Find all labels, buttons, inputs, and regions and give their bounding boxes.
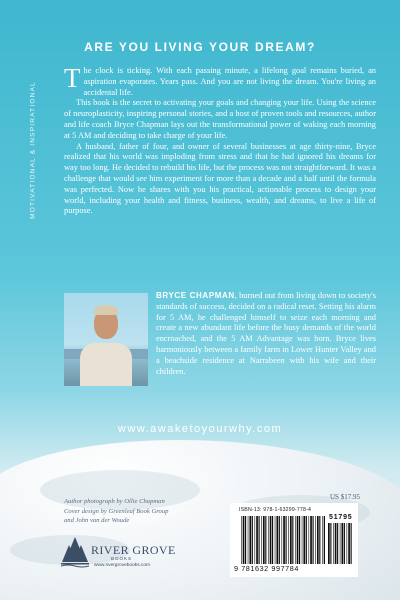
- spine-category-label: MOTIVATIONAL & INSPIRATIONAL: [29, 81, 37, 219]
- credit-line: Cover design by Greenleaf Book Group: [64, 507, 169, 515]
- headline: ARE YOU LIVING YOUR DREAM?: [84, 40, 316, 54]
- author-name: BRYCE CHAPMAN: [156, 291, 235, 300]
- author-bio-section: [64, 291, 376, 386]
- isbn-barcode: [230, 503, 358, 577]
- cover-credits: [64, 497, 204, 526]
- description-text: [64, 63, 376, 217]
- barcode-main-bars: [241, 516, 325, 564]
- publisher-subtitle: BOOKS: [111, 556, 133, 561]
- intro-paragraph: The clock is ticking. With each passing minute, a lifelong goal remains buried, an aspiration evaporates. Years pass. And you are not living the dream. You're living an accidental life.: [64, 63, 376, 97]
- description-paragraph-3: A husband, father of four, and owner of several businesses at age thirty-nine, Bryce realized that his world was imploding from stress and that he had ignored his dreams for way too long. He decided to rebuild his life, but the process was not straightforward. It was a challenge that would see him experiment for more than a decade and a half until the formula was perfected. Now he shares with you his practical, actionable process to design your world, including your health and fitness, business, wealth, and dreams, to live a life of purpose.: [64, 141, 376, 216]
- publisher-url: www.rivergrovebooks.com: [94, 563, 150, 568]
- barcode-digits: 9 781632 997784: [234, 564, 299, 573]
- isbn-label: ISBN-13: 978-1-63299-778-4: [239, 507, 312, 513]
- barcode-addon-digits: 51795: [329, 514, 353, 521]
- author-photo: [64, 293, 148, 386]
- price-label: US $17.95: [330, 493, 360, 501]
- tree-icon: [61, 535, 89, 569]
- author-bio: BRYCE CHAPMAN, burned out from living down to society's standards of success, decided on a radical reset. Setting his alarm for 5 AM, he challenged himself to seize each morning and create a new abundant life before the busy demands of the world encroached, and the 5 AM Advantage was born. Bryce lives harmoniously between a family farm in Lower Hunter Valley and a beachside residence at Narrabeen with his wife and their children.: [156, 291, 376, 376]
- publisher-name: RIVER GROVE: [91, 543, 176, 557]
- drop-cap: T: [64, 63, 81, 93]
- publisher-logo: [61, 535, 176, 575]
- credit-line: and John van der Woude: [64, 517, 130, 524]
- website-url: www.awaketoyourwhy.com: [117, 423, 283, 435]
- barcode-addon-bars: [328, 523, 354, 564]
- credit-line: Author photograph by Ollie Chapman: [64, 498, 165, 505]
- description-paragraph-2: This book is the secret to activating your goals and changing your life. Using the science of neuroplasticity, inspiring personal stories, and a host of proven tools and resources, author and life coach Bryce Chapman lays out the transformational power of waking each morning at 5 AM and deciding to take charge of your life.: [64, 98, 376, 140]
